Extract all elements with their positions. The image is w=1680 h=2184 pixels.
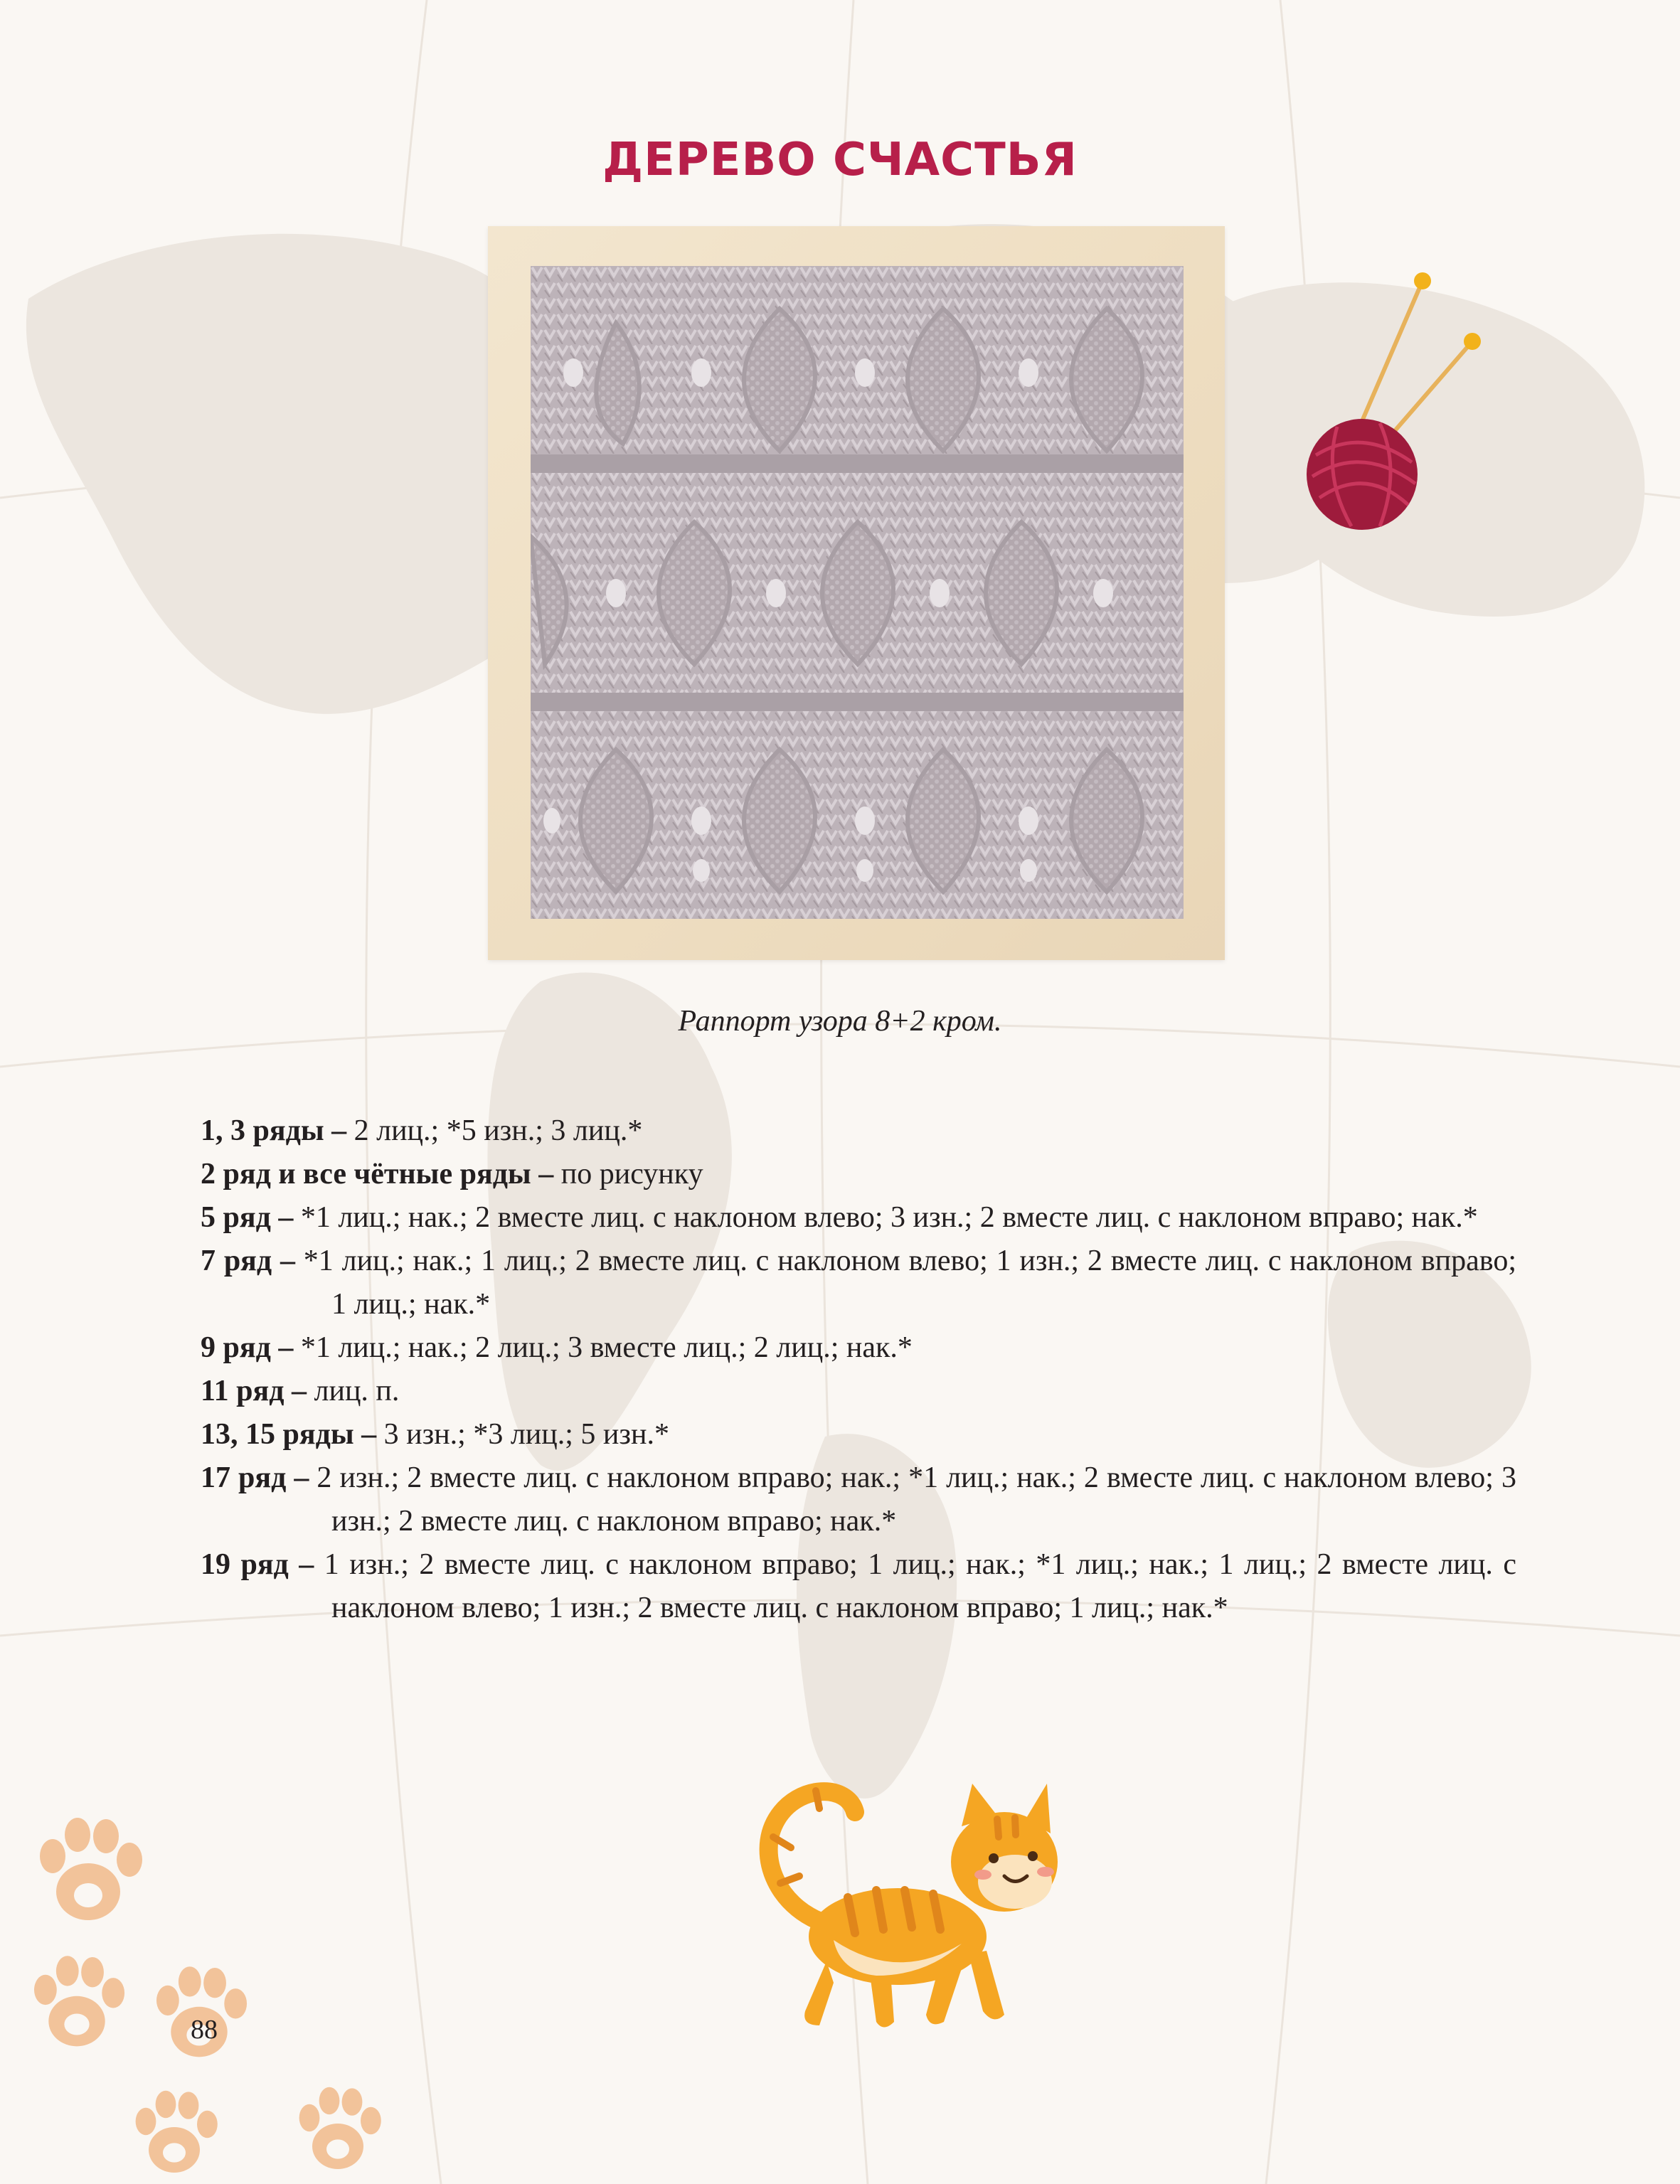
row-label: 1, 3 ряды –	[201, 1114, 347, 1147]
paw-print-icon	[24, 1813, 152, 1934]
instruction-row	[201, 1109, 1516, 1153]
instruction-row	[201, 1326, 1516, 1370]
row-label: 5 ряд –	[201, 1201, 294, 1234]
row-label: 2 ряд и все чётные ряды –	[201, 1158, 554, 1190]
paw-print-icon	[20, 1952, 134, 2059]
row-label: 19 ряд –	[201, 1548, 314, 1581]
paw-print-icon	[121, 2087, 228, 2184]
row-text: *1 лиц.; нак.; 2 лиц.; 3 вместе лиц.; 2 лиц.; нак.*	[293, 1331, 913, 1364]
row-label: 7 ряд –	[201, 1245, 295, 1277]
instruction-row	[201, 1543, 1516, 1630]
instruction-row	[201, 1370, 1516, 1413]
page-title: ДЕРЕВО СЧАСТЬЯ	[602, 134, 1078, 186]
pattern-repeat-caption: Раппорт узора 8+2 кром.	[678, 1005, 1002, 1038]
swatch-photo-frame	[488, 226, 1225, 960]
row-label: 17 ряд –	[201, 1461, 309, 1494]
row-text: 2 изн.; 2 вместе лиц. с наклоном вправо; нак.; *1 лиц.; нак.; 2 вместе лиц. с наклоном влево; 3 изн.; 2 вместе лиц. с наклоном вправо; нак.*	[309, 1461, 1517, 1538]
row-text: 2 лиц.; *5 изн.; 3 лиц.*	[346, 1114, 643, 1147]
page-number: 88	[191, 2015, 218, 2045]
row-text: *1 лиц.; нак.; 2 вместе лиц. с наклоном влево; 3 изн.; 2 вместе лиц. с наклоном вправо; нак.*	[293, 1201, 1478, 1234]
instruction-row	[201, 1456, 1516, 1543]
knitting-instructions	[201, 1109, 1516, 1630]
row-text: *1 лиц.; нак.; 1 лиц.; 2 вместе лиц. с наклоном влево; 1 изн.; 2 вместе лиц. с наклоном вправо; 1 лиц.; нак.*	[294, 1245, 1516, 1321]
instruction-row	[201, 1153, 1516, 1196]
instruction-row	[201, 1413, 1516, 1456]
row-label: 9 ряд –	[201, 1331, 294, 1364]
instruction-row	[201, 1196, 1516, 1240]
instruction-row	[201, 1240, 1516, 1326]
row-text: 1 изн.; 2 вместе лиц. с наклоном вправо; 1 лиц.; нак.; *1 лиц.; нак.; 1 лиц.; 2 вместе лиц. с наклоном влево; 1 изн.; 2 вместе лиц. с наклоном вправо; 1 лиц.; нак.*	[314, 1548, 1516, 1624]
row-text: по рисунку	[553, 1158, 703, 1190]
knitting-swatch-photo	[531, 266, 1184, 919]
paw-print-icon	[285, 2084, 391, 2180]
yarn-ball-with-needles-icon	[1294, 263, 1494, 533]
row-label: 13, 15 ряды –	[201, 1418, 377, 1451]
row-text: лиц. п.	[307, 1375, 400, 1407]
row-text: 3 изн.; *3 лиц.; 5 изн.*	[376, 1418, 669, 1451]
walking-cat-icon	[748, 1769, 1075, 2040]
row-label: 11 ряд –	[201, 1375, 307, 1407]
